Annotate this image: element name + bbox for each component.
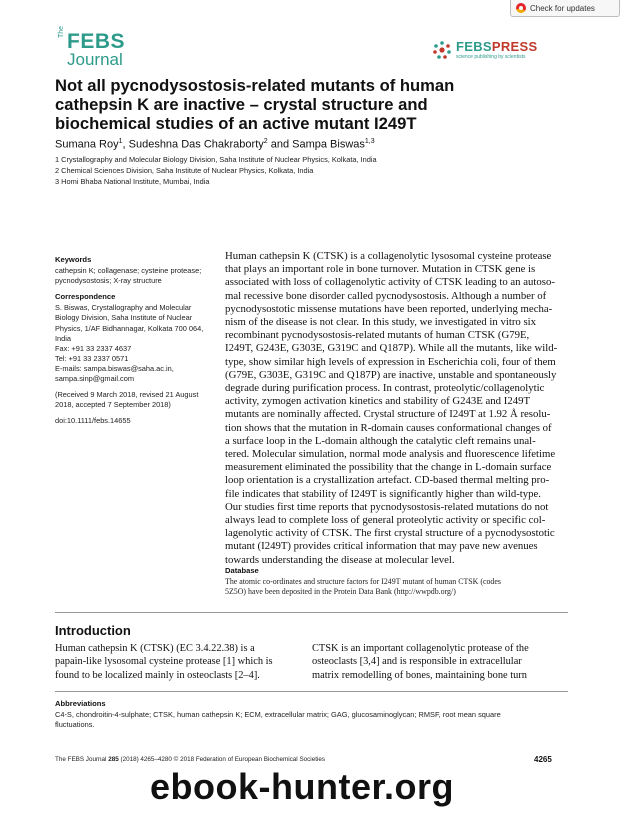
abstract-line: tered. Molecular simulation, normal mode analysis and fluorescence lifetime xyxy=(225,448,556,461)
abstract-line: (G79E, G303E, G319C and Q187P) are inactive, unstable and spontaneously xyxy=(225,368,557,381)
section-divider xyxy=(55,612,568,613)
keywords-line: pycnodysostosis; X-ray structure xyxy=(55,276,162,286)
intro-line: osteoclasts [3,4] and is responsible in extracellular xyxy=(312,656,522,668)
fax-line: Fax: +91 33 2337 4637 xyxy=(55,343,132,353)
keywords-section xyxy=(55,255,215,286)
abbreviations-line: fluctuations. xyxy=(55,720,95,729)
abstract-line: file indicates that stability of I249T is significantly higher than wild-type. xyxy=(225,487,541,500)
abstract-line: Human cathepsin K (CTSK) is a collagenolytic lysosomal cysteine protease xyxy=(225,250,552,262)
received-section xyxy=(55,390,215,410)
introduction-heading: Introduction xyxy=(55,623,131,638)
logo-febs-text: FEBS xyxy=(67,30,126,53)
footer-copyright: (2018) 4265–4280 © 2018 Federation of European Biochemical Societies xyxy=(118,756,325,763)
febs-journal-logo xyxy=(58,25,138,73)
abstract-line: nism of the disease is not clear. In this study, we investigated in vitro six xyxy=(225,316,537,329)
abstract-line: measurement eliminated the possibility that the change in L-domain surface xyxy=(225,461,552,474)
page-number: 4265 xyxy=(534,755,552,764)
article-title xyxy=(55,76,545,133)
received-line: 2018, accepted 7 September 2018) xyxy=(55,400,171,410)
abstract-line: lagenolytic activity of CTSK. The first crystal structure of a pycnodysostotic xyxy=(225,527,555,540)
logo-journal-text: Journal xyxy=(67,50,123,69)
correspondence-line: S. Biswas, Crystallography and Molecular xyxy=(55,303,192,313)
abstract xyxy=(225,250,568,567)
abstract-line: type, show similar high levels of expression in Escherichia coli, four of them xyxy=(225,355,556,368)
press-press: PRESS xyxy=(491,39,538,54)
title-line: cathepsin K are inactive – crystal structure and xyxy=(55,95,428,114)
abstract-line: associated with loss of collagenolytic activity of CTSK leading to an autoso- xyxy=(225,276,555,289)
database-line: The atomic co-ordinates and structure factors for I249T mutant of human CTSK (codes xyxy=(225,577,501,586)
footer-journal: The FEBS Journal xyxy=(55,756,109,763)
author-sup: 2 xyxy=(263,138,268,145)
logo-the-text: The xyxy=(58,25,65,38)
intro-line: found to be localized mainly in osteoclasts [2–4]. xyxy=(55,669,260,681)
correspondence-section xyxy=(55,292,215,384)
abstract-line: activity, zymogen activation kinetics and stability of G243E and I249T xyxy=(225,395,531,408)
author-sup: 1 xyxy=(118,138,123,145)
author-name: Sudeshna Das Chakraborty xyxy=(128,138,264,151)
abstract-line: loop orientation is a crystallization artefact. CD-based thermal melting pro- xyxy=(225,474,550,487)
watermark: ebook-hunter.org xyxy=(150,766,454,807)
check-for-updates-button[interactable] xyxy=(510,0,620,17)
abstract-line: a surface loop in the L-domain although the catalytic cleft remains unal- xyxy=(225,434,536,447)
correspondence-line: India xyxy=(55,333,72,343)
article-sidebar xyxy=(55,255,215,432)
affiliation: 2 Chemical Sciences Division, Saha Institute of Nuclear Physics, Kolkata, India xyxy=(55,166,314,175)
correspondence-line: Physics, 1/AF Bidhannagar, Kolkata 700 064, xyxy=(55,323,204,333)
abstract-line: always lead to complete loss of general proteolytic activity or specific col- xyxy=(225,514,546,527)
abbreviations-heading: Abbreviations xyxy=(55,699,106,708)
press-tagline: science publishing by scientists xyxy=(456,54,526,60)
abbreviations-text xyxy=(55,710,568,730)
email-line[interactable]: sampa.sinp@gmail.com xyxy=(55,374,134,384)
press-name xyxy=(456,39,537,54)
correspondence-heading: Correspondence xyxy=(55,292,116,302)
author-sep: , xyxy=(122,138,129,151)
abstract-line: that plays an important role in bone turnover. Mutation in CTSK gene is xyxy=(225,263,536,276)
doi-link[interactable]: doi:10.1111/febs.14655 xyxy=(55,416,131,426)
introduction-right-column xyxy=(312,642,550,682)
abbreviations-line: C4-S, chondroitin-4-sulphate; CTSK, human cathepsin K; ECM, extracellular matrix; GAG, glucosaminoglycan; RMSF, root mean square xyxy=(55,710,501,719)
database-text xyxy=(225,577,568,598)
abstract-line: tion shows that the mutation in R-domain causes conformational changes of xyxy=(225,421,552,434)
keywords-heading: Keywords xyxy=(55,255,92,264)
abstract-line: pycnodysostotic missense mutations have been reported, underlying mecha- xyxy=(225,302,553,315)
intro-line: CTSK is an important collagenolytic protease of the xyxy=(312,643,529,654)
affiliation: 3 Homi Bhaba National Institute, Mumbai, India xyxy=(55,177,210,186)
database-heading: Database xyxy=(225,566,259,575)
intro-line: papain-like lysosomal cysteine protease [1] which is xyxy=(55,656,273,668)
doi-section xyxy=(55,416,215,426)
press-febs: FEBS xyxy=(456,39,492,54)
author-name: Sumana Roy xyxy=(55,138,119,151)
intro-line: matrix remodelling of bones, maintaining bone turn xyxy=(312,669,527,681)
crossmark-icon xyxy=(516,3,526,13)
footer-volume: 285 xyxy=(108,756,119,763)
check-for-updates-label: Check for updates xyxy=(530,3,595,13)
author-name: Sampa Biswas xyxy=(292,138,365,151)
abstract-line: towards understanding the disease at molecular level. xyxy=(225,553,455,566)
author-sup: 1,3 xyxy=(364,138,375,145)
introduction-left-column xyxy=(55,642,293,682)
tel-line: Tel: +91 33 2337 0571 xyxy=(55,353,129,363)
title-line: Not all pycnodysostosis-related mutants of human xyxy=(55,76,455,95)
page-footer xyxy=(55,756,325,763)
footnote-divider xyxy=(55,691,568,692)
abstract-line: mutant (I249T) provides critical information that may pave new avenues xyxy=(225,540,538,553)
email-line[interactable]: E-mails: sampa.biswas@saha.ac.in, xyxy=(55,363,174,373)
abstract-line: Our studies first time reports that pycnodysostosis-related mutations do not xyxy=(225,500,549,513)
author-sep: and xyxy=(267,138,293,151)
abstract-line: I249T, G243E, G303E, G319C and Q187P). While all the mutants, like wild- xyxy=(225,342,558,355)
keywords-line: cathepsin K; collagenase; cysteine protease; xyxy=(55,266,202,276)
febs-press-logo xyxy=(432,38,544,64)
abstract-line: recombinant pycnodysostosis-related mutants of human CTSK (G79E, xyxy=(225,329,530,342)
database-line[interactable]: 5Z5O) have been deposited in the Protein Data Bank (http://wwpdb.org/) xyxy=(225,587,456,597)
received-line: (Received 9 March 2018, revised 21 August xyxy=(55,390,199,400)
intro-line: Human cathepsin K (CTSK) (EC 3.4.22.38) is a xyxy=(55,643,255,654)
febs-press-dots-icon xyxy=(432,40,452,60)
correspondence-line: Biology Division, Saha Institute of Nuclear xyxy=(55,313,193,323)
author-list xyxy=(55,135,375,152)
abstract-line: degrade during purification process. In contrast, proteolytic/collagenolytic xyxy=(225,382,545,395)
abstract-line: mal recessive bone disorder called pycnodysostosis. Although a number of xyxy=(225,289,547,302)
title-line: biochemical studies of an active mutant I249T xyxy=(55,114,417,133)
abstract-line: mutants are nominally affected. Crystal structure of I249T at 1.92 Å resolu- xyxy=(225,408,551,421)
affiliation: 1 Crystallography and Molecular Biology Division, Saha Institute of Nuclear Physics, Kolkata, India xyxy=(55,155,377,164)
